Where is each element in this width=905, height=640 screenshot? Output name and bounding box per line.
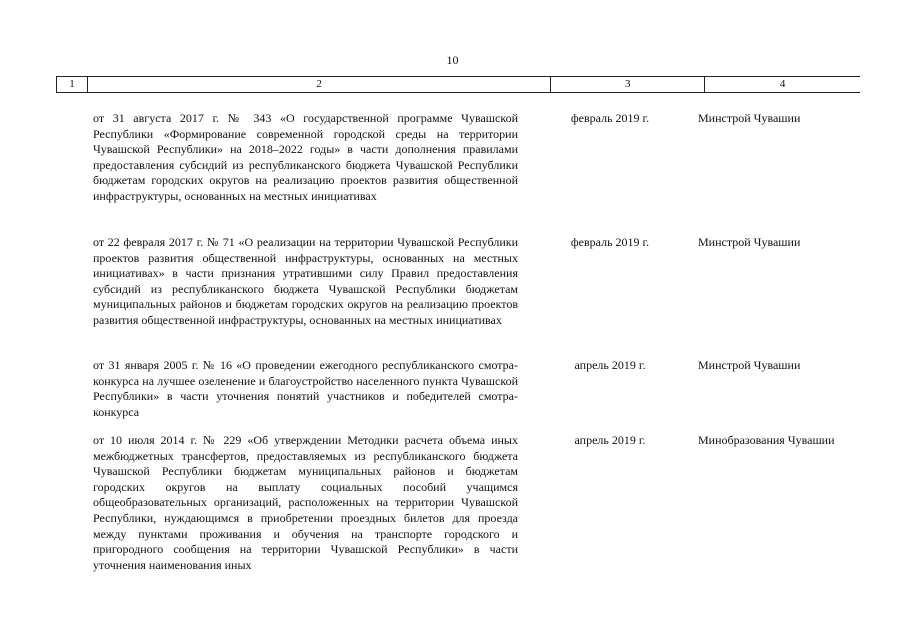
row-deadline: февраль 2019 г. bbox=[570, 111, 650, 125]
header-col-2: 2 bbox=[88, 77, 551, 92]
header-col-4: 4 bbox=[779, 78, 786, 90]
header-col-1: 1 bbox=[57, 77, 88, 92]
row-responsible: Минстрой Чувашии bbox=[698, 235, 801, 249]
row-description: от 22 февраля 2017 г. № 71 «О реализации на территории Чувашской Республики проектов развития общественной инфраструктуры, основанных на местных инициативах» в части признания утратившими силу Правил предоставления субсидий из республиканского бюджета Чувашской Республики бюджетам муниципальных районов и бюджетам городских округов на реализацию проектов развития общественной инфраструктуры, основанных на местных инициативах bbox=[93, 235, 518, 327]
page-number: 10 bbox=[446, 53, 459, 67]
row-description: от 31 января 2005 г. № 16 «О проведении ежегодного республиканского смотра-конкурса на лучшее озеленение и благоустройство населенного пункта Чувашской Республики» в части уточнения понятий участников и победителей смотра-конкурса bbox=[93, 358, 518, 419]
row-deadline: февраль 2019 г. bbox=[570, 235, 650, 249]
row-deadline: апрель 2019 г. bbox=[574, 433, 646, 447]
table-header-row bbox=[56, 76, 860, 93]
row-deadline: апрель 2019 г. bbox=[574, 358, 646, 372]
row-responsible: Минобразования Чувашии bbox=[698, 433, 835, 447]
row-description: от 10 июля 2014 г. № 229 «Об утверждении Методики расчета объема иных межбюджетных трансфертов, предоставляемых из республиканского бюджета Чувашской Республики бюджетам муниципальных районов и бюджетам городских округов на выплату социальных пособий учащимся общеобразовательных организаций, расположенных на территории Чувашской Республики, нуждающимся в приобретении проездных билетов для проезда между пунктами проживания и обучения на транспорте городского и пригородного сообщения на территории Чувашской Республики» в части уточнения наименования иных bbox=[93, 433, 518, 572]
row-description: от 31 августа 2017 г. № 343 «О государственной программе Чувашской Республики «Формирование современной городской среды на территории Чувашской Республики» на 2018–2022 годы» в части дополнения правилами предоставления субсидий из республиканского бюджета Чувашской Республики бюджетам городских округов на реализацию проектов развития общественной инфраструктуры, основанных на местных инициативах bbox=[93, 111, 518, 203]
header-col-3: 3 bbox=[551, 77, 705, 92]
row-responsible: Минстрой Чувашии bbox=[698, 111, 801, 125]
row-responsible: Минстрой Чувашии bbox=[698, 358, 801, 372]
